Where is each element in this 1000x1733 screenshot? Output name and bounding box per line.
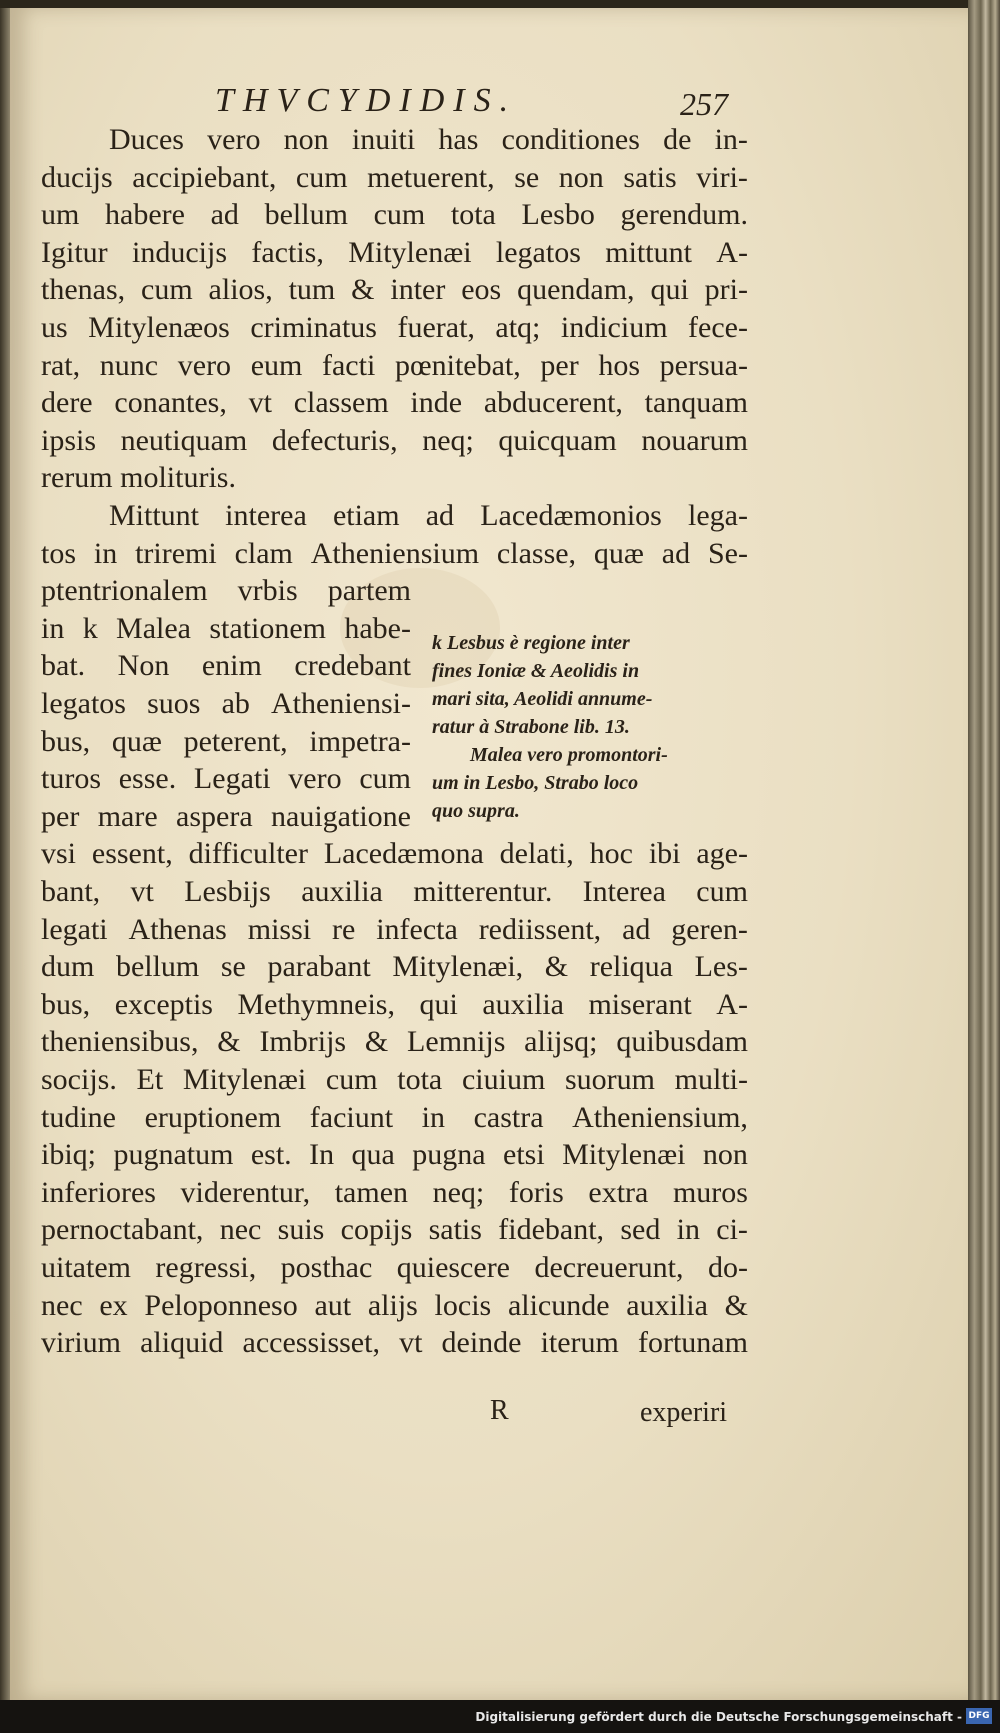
funding-credit: Digitalisierung gefördert durch die Deutsche Forschungsgemeinschaft - <box>475 1710 962 1724</box>
text-line: turos esse. Legati vero cum <box>41 762 411 796</box>
text-line: dere conantes, vt classem inde abducerent, tanquam <box>41 386 748 420</box>
text-line: pernoctabant, nec suis copijs satis fidebant, sed in ci- <box>41 1213 748 1247</box>
text-line: um habere ad bellum cum tota Lesbo gerendum. <box>41 198 748 232</box>
signature-mark: R <box>490 1395 509 1426</box>
text-line: socijs. Et Mitylenæi cum tota ciuium suorum multi- <box>41 1063 748 1096</box>
text-line: bant, vt Lesbijs auxilia mitterentur. Interea cum <box>41 875 748 908</box>
book-fore-edge <box>968 0 1000 1700</box>
marginal-note-line: k Lesbus è regione inter <box>432 632 630 654</box>
marginal-note-line: ratur à Strabone lib. 13. <box>432 716 630 738</box>
text-line: theniensibus, & Imbrijs & Lemnijs alijsq; quibusdam <box>41 1025 748 1059</box>
text-line: ptentrionalem vrbis partem <box>41 574 411 608</box>
marginal-note-line: quo supra. <box>432 800 520 822</box>
text-line: rerum molituris. <box>41 461 236 495</box>
text-line: us Mitylenæos criminatus fuerat, atq; indicium fece- <box>41 311 748 344</box>
text-line: Mittunt interea etiam ad Lacedæmonios lega- <box>109 499 748 532</box>
text-line: vsi essent, difficulter Lacedæmona delati, hoc ibi age- <box>41 837 748 871</box>
text-line: tos in triremi clam Atheniensium classe, quæ ad Se- <box>41 536 748 570</box>
text-line: per mare aspera nauigatione <box>41 799 411 833</box>
marginal-note-line: um in Lesbo, Strabo loco <box>432 772 639 794</box>
text-line: Igitur inducijs factis, Mitylenæi legatos mittunt A- <box>41 235 748 269</box>
text-line: in k Malea stationem habe- <box>41 611 411 645</box>
text-line: Duces vero non inuiti has conditiones de in- <box>109 123 748 156</box>
marginal-note-line: fines Ioniæ & Aeolidis in <box>432 660 640 682</box>
catchword: experiri <box>640 1397 728 1428</box>
text-line: thenas, cum alios, tum & inter eos quendam, qui pri- <box>41 273 748 307</box>
text-line: legatos suos ab Atheniensi- <box>41 687 411 720</box>
text-line: dum bellum se parabant Mitylenæi, & reliqua Les- <box>41 950 748 984</box>
text-line: ibiq; pugnatum est. In qua pugna etsi Mitylenæi non <box>41 1138 748 1172</box>
text-line: virium aliquid accessisset, vt deinde iterum fortunam <box>41 1326 748 1360</box>
text-line: bat. Non enim credebant <box>41 649 411 683</box>
page-number: 257 <box>680 86 728 122</box>
running-head: THVCYDIDIS. <box>215 82 518 119</box>
text-line: tudine eruptionem faciunt in castra Atheniensium, <box>41 1100 748 1134</box>
text-line: uitatem regressi, posthac quiescere decreuerunt, do- <box>41 1251 748 1284</box>
text-line: ducijs accipiebant, cum metuerent, se non satis viri- <box>41 160 748 194</box>
text-line: inferiores viderentur, tamen neq; foris extra muros <box>41 1175 748 1209</box>
marginal-note-line: mari sita, Aeolidi annume- <box>432 688 653 710</box>
text-line: bus, quæ peterent, impetra- <box>41 724 411 758</box>
marginal-note-line: Malea vero promontori- <box>470 744 668 766</box>
text-line: bus, exceptis Methymneis, qui auxilia miserant A- <box>41 987 748 1021</box>
text-line: nec ex Peloponneso aut alijs locis alicunde auxilia & <box>41 1288 748 1322</box>
text-line: rat, nunc vero eum facti pœnitebat, per hos persua- <box>41 348 748 382</box>
text-line: legati Athenas missi re infecta rediissent, ad geren- <box>41 912 748 946</box>
dfg-logo: DFG <box>966 1708 992 1724</box>
text-line: ipsis neutiquam defecturis, neq; quicquam nouarum <box>41 423 748 457</box>
